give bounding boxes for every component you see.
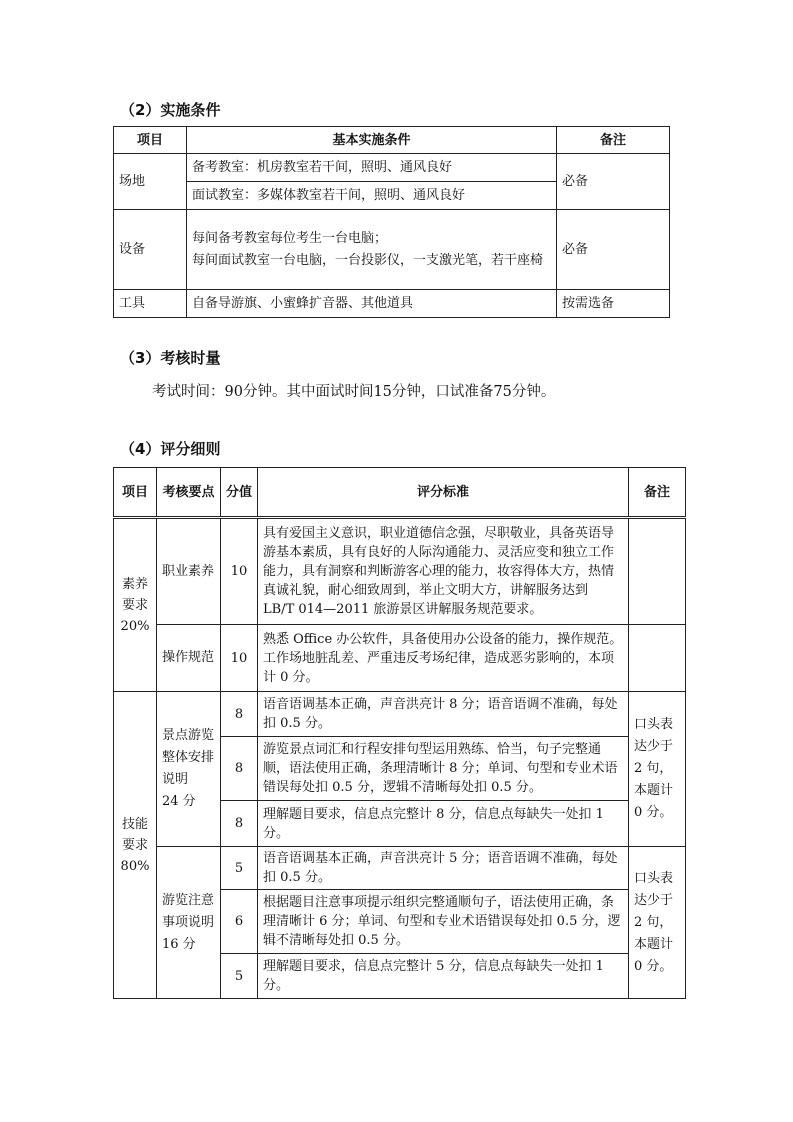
venue-interview-room: 面试教室：多媒体教室若干间，照明、通风良好 xyxy=(187,182,557,210)
tour-arrangement-criteria-1: 语音语调基本正确，声音洪亮计 8 分；语音语调不准确，每处扣 0.5 分。 xyxy=(258,692,629,737)
tour-arrangement-criteria-2: 游览景点词汇和行程安排句型运用熟练、恰当，句子完整通顺，语法使用正确，条理清晰计 8 分；单词、句型和专业术语错误每处扣 0.5 分，逻辑不清晰每处扣 0.5 分。 xyxy=(258,737,629,801)
venue-prep-room: 备考教室：机房教室若干间，照明、通风良好 xyxy=(187,154,557,182)
equipment-content xyxy=(187,210,557,290)
tour-arrangement-score-2: 8 xyxy=(221,737,258,801)
equipment-note: 必备 xyxy=(557,210,670,290)
operation-standard-note xyxy=(629,625,686,692)
professional-quality-score: 10 xyxy=(221,518,258,625)
tour-precautions-point xyxy=(157,847,221,999)
conditions-header-content: 基本实施条件 xyxy=(187,127,557,154)
tour-precautions-criteria-1: 语音语调基本正确，声音洪亮计 5 分；语音语调不准确，每处扣 0.5 分。 xyxy=(258,847,629,890)
exam-duration-text: 考试时间：90分钟。其中面试时间15分钟，口试准备75分钟。 xyxy=(152,384,556,400)
conditions-header-item: 项目 xyxy=(114,127,187,154)
operation-standard-label: 操作规范 xyxy=(157,625,221,692)
scoring-header-item: 项目 xyxy=(114,468,157,518)
tour-arrangement-score-1: 8 xyxy=(221,692,258,737)
tools-note: 按需选备 xyxy=(557,290,670,318)
equipment-line-1: 每间备考教室每位考生一台电脑； xyxy=(192,230,388,246)
operation-standard-score: 10 xyxy=(221,625,258,692)
professional-quality-label: 职业素养 xyxy=(157,518,221,625)
venue-note: 必备 xyxy=(557,154,670,210)
conditions-table xyxy=(113,126,670,318)
professional-quality-note xyxy=(629,518,686,625)
scoring-header-point: 考核要点 xyxy=(157,468,221,518)
tour-arrangement-score-3: 8 xyxy=(221,801,258,847)
tour-arrangement-note: 口头表达少于 2 句，本题计 0 分。 xyxy=(629,692,686,847)
section-4-heading: （4）评分细则 xyxy=(120,440,221,458)
professional-quality-criteria: 具有爱国主义意识，职业道德信念强，尽职敬业，具备英语导游基本素质，具有良好的人际沟通能力、灵活应变和独立工作能力，具有洞察和判断游客心理的能力，妆容得体大方，热情真诚礼貌，耐心细致周到，举止文明大方，讲解服务达到 LB/T 014—2011 旅游景区讲解服务规范要求。 xyxy=(258,518,629,625)
tour-precautions-criteria-3: 理解题目要求，信息点完整计 5 分，信息点每缺失一处扣 1 分。 xyxy=(258,954,629,999)
section-2-heading: （2）实施条件 xyxy=(120,101,221,119)
tour-arrangement-criteria-3: 理解题目要求，信息点完整计 8 分，信息点每缺失一处扣 1 分。 xyxy=(258,801,629,847)
tools-content: 自备导游旗、小蜜蜂扩音器、其他道具 xyxy=(187,290,557,318)
scoring-header-score: 分值 xyxy=(221,468,258,518)
equipment-item: 设备 xyxy=(114,210,187,290)
operation-standard-criteria: 熟悉 Office 办公软件，具备使用办公设备的能力，操作规范。工作场地脏乱差、严重违反考场纪律，造成恶劣影响的，本项计 0 分。 xyxy=(258,625,629,692)
tour-precautions-total: 16 分 xyxy=(162,936,196,952)
tour-precautions-criteria-2: 根据题目注意事项提示组织完整通顺句子，语法使用正确，条理清晰计 6 分；单词、句型和专业术语错误每处扣 0.5 分，逻辑不清晰每处扣 0.5 分。 xyxy=(258,890,629,954)
section-3-heading: （3）考核时量 xyxy=(120,349,221,367)
scoring-table xyxy=(113,467,686,999)
tour-arrangement-label: 景点游览整体安排说明 xyxy=(162,728,215,787)
skill-item: 技能要求80% xyxy=(114,692,157,999)
tour-precautions-label: 游览注意事项说明 xyxy=(162,892,215,930)
tour-arrangement-point xyxy=(157,692,221,847)
scoring-header-criteria: 评分标准 xyxy=(258,468,629,518)
tour-precautions-score-1: 5 xyxy=(221,847,258,890)
equipment-line-2: 每间面试教室一台电脑，一台投影仪，一支激光笔，若干座椅 xyxy=(192,252,544,268)
scoring-header-note: 备注 xyxy=(629,468,686,518)
tour-precautions-score-3: 5 xyxy=(221,954,258,999)
tour-arrangement-total: 24 分 xyxy=(162,794,196,809)
tour-precautions-score-2: 6 xyxy=(221,890,258,954)
tools-item: 工具 xyxy=(114,290,187,318)
tour-precautions-note: 口头表达少于 2 句，本题计 0 分。 xyxy=(629,847,686,999)
conditions-header-note: 备注 xyxy=(557,127,670,154)
venue-item: 场地 xyxy=(114,154,187,210)
quality-item: 素养要求20% xyxy=(114,518,157,692)
